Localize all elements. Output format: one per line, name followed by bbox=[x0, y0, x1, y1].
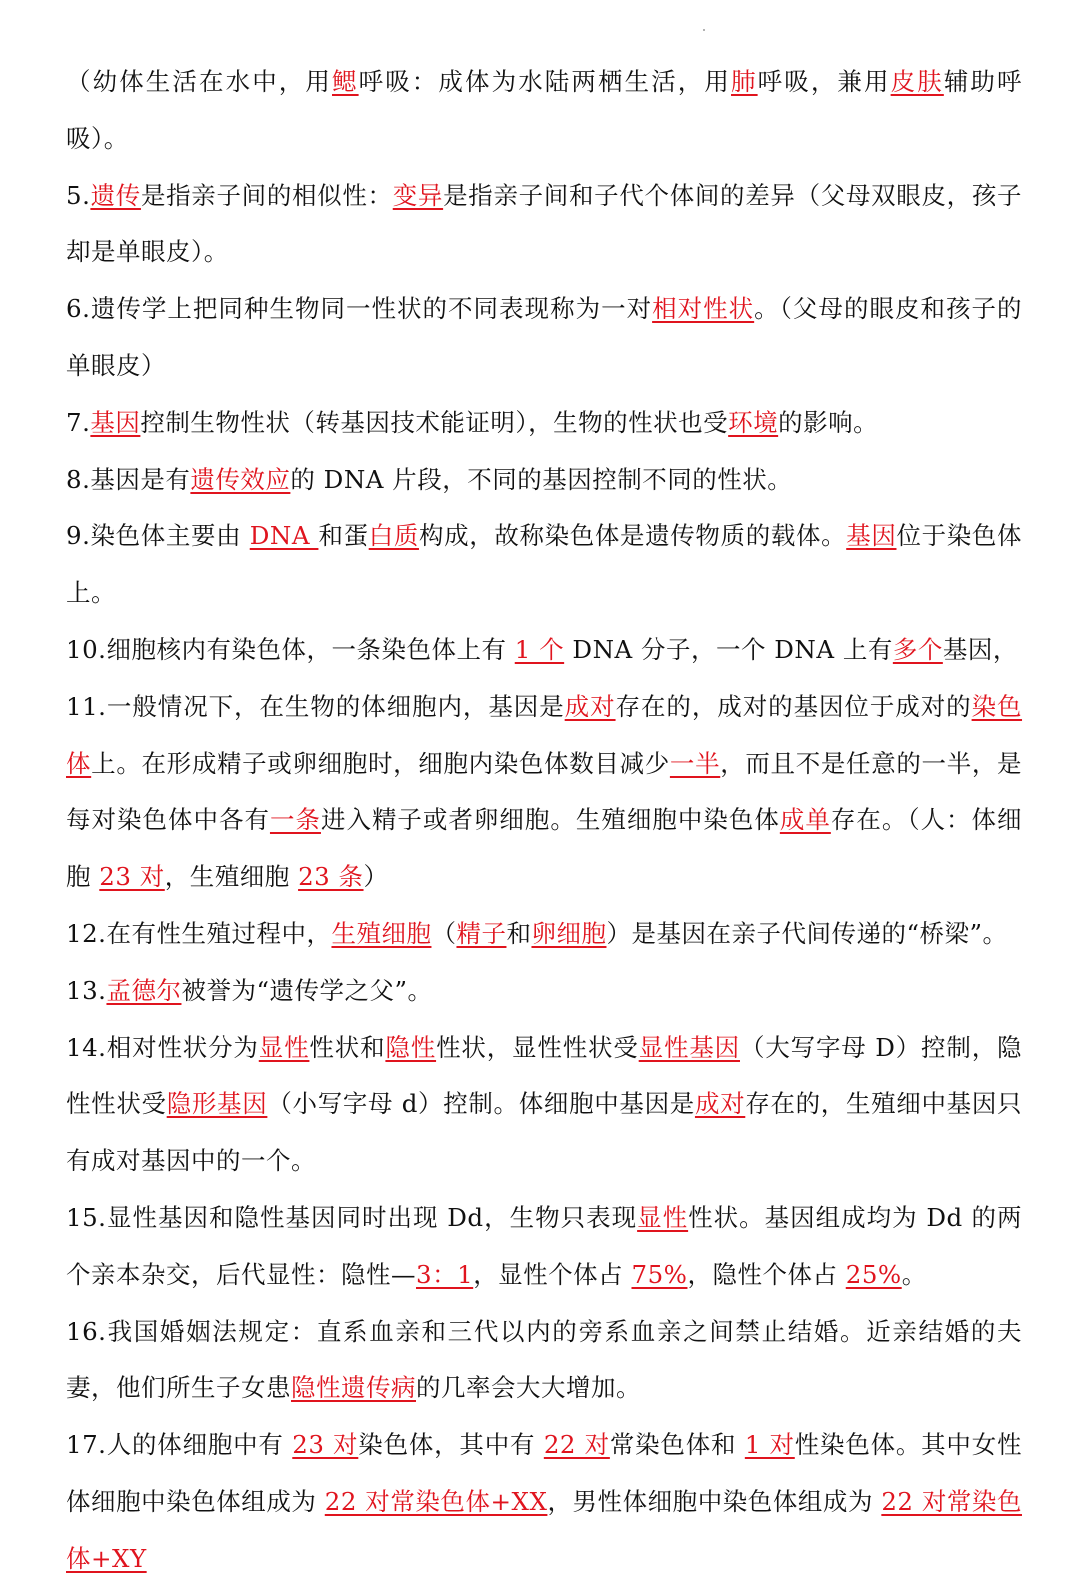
text-segment: 存在的，成对的基因位于成对的 bbox=[615, 691, 972, 721]
answer-blank: 基因 bbox=[846, 521, 897, 551]
answer-blank: 多个 bbox=[892, 634, 943, 664]
answer-blank: 一条 bbox=[269, 805, 321, 835]
text-segment: 存在。（人：体细胞 bbox=[66, 805, 1023, 892]
text-segment: 性状。基因组成均为 Dd 的两个亲本杂交，后代显性：隐性— bbox=[66, 1202, 1023, 1289]
text-segment: 的影响。 bbox=[778, 407, 879, 437]
answer-blank: 22 对 bbox=[543, 1430, 610, 1460]
text-segment: 被誉为“遗传学之父”。 bbox=[181, 975, 433, 1005]
answer-blank: 生殖细胞 bbox=[331, 918, 432, 948]
answer-blank: 遗传 bbox=[90, 180, 141, 210]
paragraph-p7 bbox=[66, 395, 1022, 452]
paragraph-p10 bbox=[66, 622, 1022, 679]
answer-blank: 3：1 bbox=[416, 1259, 474, 1289]
text-segment: （幼体生活在水中，用 bbox=[66, 67, 332, 96]
answer-blank: 变异 bbox=[392, 180, 444, 210]
text-segment: 6.遗传学上把同种生物同一性状的不同表现称为一对 bbox=[66, 294, 653, 324]
answer-blank: 成单 bbox=[779, 805, 831, 835]
answer-blank: 卵细胞 bbox=[531, 918, 607, 948]
answer-blank: 鳃 bbox=[332, 67, 359, 96]
text-segment: 。 bbox=[901, 1259, 927, 1289]
paragraph-p12 bbox=[66, 906, 1022, 963]
answer-blank: 23 对 bbox=[292, 1430, 359, 1460]
text-segment: 存在的，生殖细中基因只有成对基因中的一个。 bbox=[66, 1089, 1022, 1176]
answer-blank: 隐性 bbox=[385, 1032, 437, 1062]
text-segment: 的几率会大大增加。 bbox=[416, 1373, 641, 1403]
answer-blank: 基因 bbox=[90, 407, 141, 437]
paragraph-p14 bbox=[66, 1020, 1022, 1190]
text-segment: 性染色体。其中女性体细胞中染色体组成为 bbox=[66, 1430, 1022, 1516]
text-segment: 基因， bbox=[942, 634, 1018, 664]
text-segment: 7. bbox=[66, 407, 91, 437]
text-segment: 性状，显性性状受 bbox=[436, 1032, 639, 1062]
answer-blank: 显性 bbox=[258, 1032, 310, 1062]
text-segment: 14.相对性状分为 bbox=[66, 1032, 259, 1062]
text-segment: ）是基因在亲子代间传递的“桥梁”。 bbox=[606, 918, 1008, 948]
text-segment: （小写字母 d）控制。体细胞中基因是 bbox=[267, 1089, 695, 1119]
answer-blank: 环境 bbox=[728, 407, 779, 437]
answer-blank: 22 对常染色体+XY bbox=[66, 1486, 1022, 1573]
text-segment: 。（父母的眼皮和孩子的单眼皮） bbox=[66, 294, 1023, 380]
paragraph-p17 bbox=[66, 1417, 1022, 1587]
answer-blank: 23 对 bbox=[99, 862, 165, 892]
text-segment: ，隐性个体占 bbox=[687, 1259, 846, 1289]
paragraph-p8 bbox=[66, 452, 1022, 509]
answer-blank: 相对性状 bbox=[652, 294, 755, 324]
answer-blank: 精子 bbox=[456, 918, 507, 948]
text-segment: 16.我国婚姻法规定：直系血亲和三代以内的旁系血亲之间禁止结婚。近亲结婚的夫妻，他们所生子女患 bbox=[66, 1316, 1022, 1403]
document-content bbox=[66, 54, 1022, 1588]
text-segment: DNA 分子，一个 DNA 上有 bbox=[564, 634, 893, 664]
answer-blank: 22 对常染色体+XX bbox=[324, 1486, 548, 1516]
text-segment: 呼吸，兼用 bbox=[757, 67, 891, 96]
text-segment: 和蛋 bbox=[318, 521, 369, 551]
text-segment: 呼吸：成体为水陆两栖生活，用 bbox=[358, 67, 732, 96]
text-segment: （大写字母 D）控制，隐性性状受 bbox=[66, 1032, 1023, 1119]
text-segment: 进入精子或者卵细胞。生殖细胞中染色体 bbox=[320, 805, 780, 835]
text-segment: 12.在有性生殖过程中， bbox=[66, 918, 332, 948]
answer-blank: 25% bbox=[845, 1259, 902, 1289]
answer-blank: 显性基因 bbox=[638, 1032, 740, 1062]
answer-blank: 一半 bbox=[669, 748, 721, 778]
text-segment: 上。在形成精子或卵细胞时，细胞内染色体数目减少 bbox=[91, 748, 670, 778]
paragraph-p11 bbox=[66, 679, 1022, 906]
answer-blank: 显性 bbox=[637, 1202, 689, 1232]
answer-blank: 成对 bbox=[564, 691, 616, 721]
text-segment: ，显性个体占 bbox=[473, 1259, 632, 1289]
paragraph-p5 bbox=[66, 168, 1022, 282]
text-segment: 和 bbox=[506, 918, 532, 948]
paragraph-p9 bbox=[66, 508, 1022, 622]
answer-blank: 1 对 bbox=[744, 1430, 795, 1460]
text-segment: 是指亲子间的相似性： bbox=[140, 180, 393, 210]
text-segment: 的 DNA 片段，不同的基因控制不同的性状。 bbox=[290, 464, 793, 494]
answer-blank: 遗传效应 bbox=[190, 464, 291, 494]
text-segment: 控制生物性状（转基因技术能证明），生物的性状也受 bbox=[140, 407, 729, 437]
text-segment: ） bbox=[363, 862, 389, 892]
text-segment: 辅助呼吸）。 bbox=[66, 67, 1023, 153]
text-segment: 11.一般情况下，在生物的体细胞内，基因是 bbox=[66, 691, 565, 721]
answer-blank: 白质 bbox=[368, 521, 419, 551]
text-segment: 15.显性基因和隐性基因同时出现 Dd，生物只表现 bbox=[66, 1202, 638, 1232]
text-segment: 10.细胞核内有染色体，一条染色体上有 bbox=[66, 634, 515, 664]
text-segment: 染色体，其中有 bbox=[358, 1430, 544, 1460]
text-segment: 9.染色体主要由 bbox=[66, 521, 250, 551]
text-segment: 构成，故称染色体是遗传物质的载体。 bbox=[418, 521, 847, 551]
answer-blank: 染色体 bbox=[66, 691, 1023, 778]
text-segment: 是指亲子间和子代个体间的差异（父母双眼皮，孩子却是单眼皮）。 bbox=[66, 180, 1023, 267]
answer-blank: 孟德尔 bbox=[106, 975, 182, 1005]
paragraph-p13 bbox=[66, 963, 1022, 1020]
text-segment: 17.人的体细胞中有 bbox=[66, 1430, 293, 1460]
answer-blank: DNA bbox=[249, 521, 319, 551]
text-segment: 性状和 bbox=[309, 1032, 386, 1062]
answer-blank: 75% bbox=[631, 1259, 688, 1289]
answer-blank: 23 条 bbox=[298, 862, 364, 892]
text-segment: ，而且不是任意的一半，是每对染色体中各有 bbox=[66, 748, 1023, 835]
answer-blank: 1 个 bbox=[514, 634, 565, 664]
text-segment: 位于染色体上。 bbox=[66, 521, 1023, 608]
scan-speck bbox=[703, 29, 705, 31]
paragraph-p6 bbox=[66, 281, 1022, 395]
paragraph-p-habitat bbox=[66, 54, 1022, 168]
text-segment: 8.基因是有 bbox=[66, 464, 191, 494]
paragraph-p16 bbox=[66, 1304, 1022, 1418]
text-segment: （ bbox=[431, 918, 457, 948]
paragraph-p15 bbox=[66, 1190, 1022, 1304]
text-segment: 5. bbox=[66, 180, 91, 210]
answer-blank: 皮肤 bbox=[890, 67, 944, 96]
answer-blank: 隐形基因 bbox=[166, 1089, 268, 1119]
answer-blank: 成对 bbox=[694, 1089, 746, 1119]
text-segment: ，生殖细胞 bbox=[164, 862, 299, 892]
text-segment: 13. bbox=[66, 975, 107, 1005]
text-segment: 常染色体和 bbox=[609, 1430, 745, 1460]
text-segment: ，男性体细胞中染色体组成为 bbox=[547, 1486, 882, 1516]
answer-blank: 肺 bbox=[731, 67, 758, 96]
answer-blank: 隐性遗传病 bbox=[291, 1373, 416, 1403]
